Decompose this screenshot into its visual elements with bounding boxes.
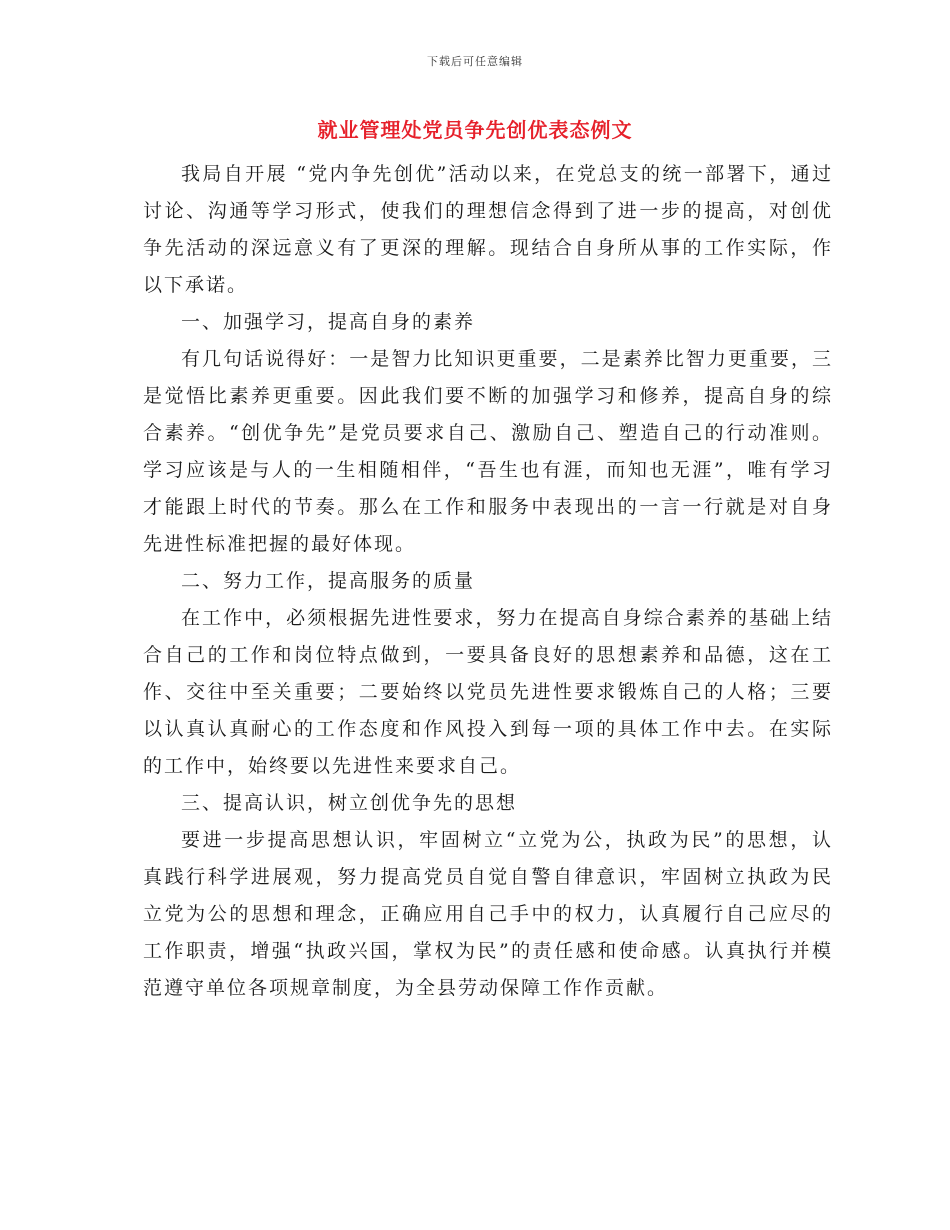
section-3-paragraph: 要进一步提高思想认识，牢固树立“立党为公，执政为民”的思想，认真践行科学进展观，努力提高党员自觉自警自律意识，牢固树立执政为民立党为公的思想和理念，正确应用自己手中的权力，认真履行自己应尽的工作职责，增强“执政兴国，掌权为民”的责任感和使命感。认真执行并模范遵守单位各项规章制度，为全县劳动保障工作作贡献。 xyxy=(143,829,833,999)
section-2-paragraph: 在工作中，必须根据先进性要求，努力在提高自身综合素养的基础上结合自己的工作和岗位特点做到，一要具备良好的思想素养和品德，这在工作、交往中至关重要；二要始终以党员先进性要求锻炼自己的人格；三要以认真认真耐心的工作态度和作风投入到每一项的具体工作中去。在实际的工作中，始终要以先进性来要求自己。 xyxy=(143,607,833,777)
intro-paragraph: 我局自开展 “党内争先创优”活动以来，在党总支的统一部署下，通过讨论、沟通等学习形式，使我们的理想信念得到了进一步的提高，对创优争先活动的深远意义有了更深的理解。现结合自身所从事的工作实际，作以下承诺。 xyxy=(143,163,833,296)
document-body xyxy=(143,156,833,1007)
section-2-heading: 二、努力工作，提高服务的质量 xyxy=(181,570,476,592)
section-1-paragraph: 有几句话说得好：一是智力比知识更重要，二是素养比智力更重要，三是觉悟比素养更重要。因此我们要不断的加强学习和修养，提高自身的综合素养。“创优争先”是党员要求自己、激励自己、塑造自己的行动准则。学习应该是与人的一生相随相伴，“吾生也有涯，而知也无涯”，唯有学习才能跟上时代的节奏。那么在工作和服务中表现出的一言一行就是对自身先进性标准把握的最好体现。 xyxy=(143,348,833,555)
document-title: 就业管理处党员争先创优表态例文 xyxy=(317,118,633,142)
page-header-note: 下载后可任意编辑 xyxy=(427,55,523,68)
section-1-heading: 一、加强学习，提高自身的素养 xyxy=(181,311,476,333)
section-3-heading: 三、提高认识，树立创优争先的思想 xyxy=(181,792,518,814)
